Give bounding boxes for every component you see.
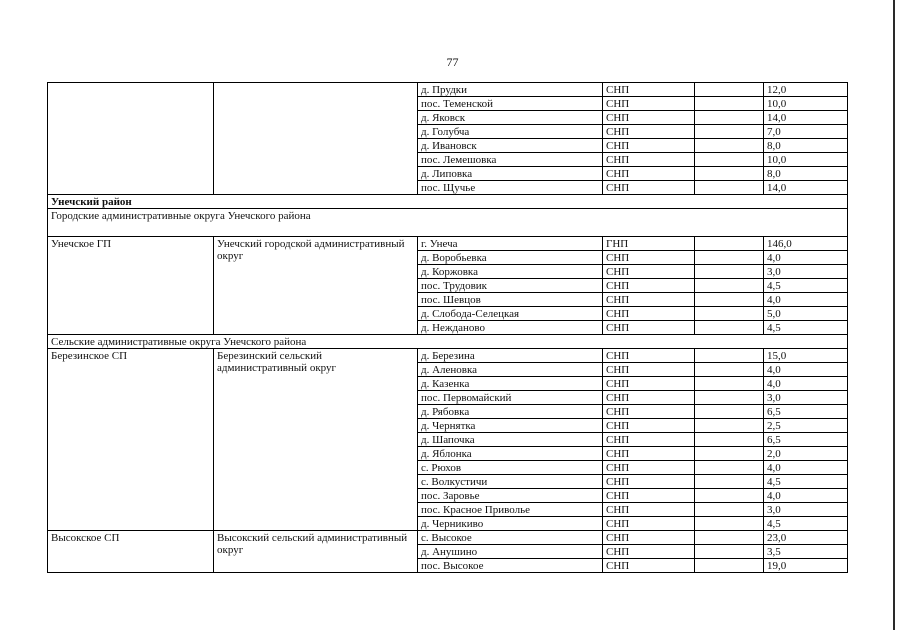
value-cell: 8,0	[764, 167, 848, 181]
value-cell: 146,0	[764, 237, 848, 251]
settlement-type-cell: СНП	[603, 251, 695, 265]
settlement-name-cell: д. Прудки	[418, 83, 603, 97]
settlement-name-cell: с. Рюхов	[418, 461, 603, 475]
value-cell: 4,0	[764, 461, 848, 475]
settlement-type-cell: СНП	[603, 419, 695, 433]
value-cell: 3,0	[764, 503, 848, 517]
empty-cell	[695, 447, 764, 461]
value-cell: 6,5	[764, 433, 848, 447]
settlement-name-cell: д. Ивановск	[418, 139, 603, 153]
table-row	[48, 531, 848, 545]
settlement-name-cell: г. Унеча	[418, 237, 603, 251]
settlement-type-cell: СНП	[603, 475, 695, 489]
settlement-type-cell: СНП	[603, 391, 695, 405]
section-heading: Городские административные округа Унечского района	[48, 209, 848, 237]
settlement-name-cell: д. Воробьевка	[418, 251, 603, 265]
empty-cell	[695, 153, 764, 167]
empty-cell	[695, 475, 764, 489]
settlement-name-cell: д. Липовка	[418, 167, 603, 181]
value-cell: 3,0	[764, 265, 848, 279]
empty-cell	[695, 251, 764, 265]
empty-cell	[695, 559, 764, 573]
value-cell: 4,0	[764, 377, 848, 391]
settlement-name-cell: пос. Теменской	[418, 97, 603, 111]
value-cell: 6,5	[764, 405, 848, 419]
settlement-type-cell: СНП	[603, 307, 695, 321]
okrug-cell: Высокский сельский административный округ	[214, 531, 418, 573]
settlement-name-cell: д. Шапочка	[418, 433, 603, 447]
settlement-type-cell: СНП	[603, 181, 695, 195]
value-cell: 4,0	[764, 489, 848, 503]
empty-cell	[695, 503, 764, 517]
settlement-type-cell: СНП	[603, 461, 695, 475]
empty-cell	[695, 349, 764, 363]
value-cell: 4,5	[764, 321, 848, 335]
section-heading: Сельские административные округа Унечского района	[48, 335, 848, 349]
empty-cell	[695, 419, 764, 433]
value-cell: 4,0	[764, 251, 848, 265]
value-cell: 14,0	[764, 181, 848, 195]
empty-cell	[695, 531, 764, 545]
value-cell: 4,5	[764, 517, 848, 531]
settlement-name-cell: д. Березина	[418, 349, 603, 363]
empty-cell	[695, 125, 764, 139]
settlement-type-cell: СНП	[603, 293, 695, 307]
value-cell: 4,0	[764, 363, 848, 377]
value-cell: 19,0	[764, 559, 848, 573]
table-row	[48, 83, 848, 97]
settlement-type-cell: СНП	[603, 279, 695, 293]
settlement-type-cell: СНП	[603, 349, 695, 363]
settlement-name-cell: пос. Лемешовка	[418, 153, 603, 167]
section-row	[48, 209, 848, 237]
settlement-type-cell: СНП	[603, 433, 695, 447]
settlement-type-cell: СНП	[603, 545, 695, 559]
settlement-name-cell: д. Слобода-Селецкая	[418, 307, 603, 321]
settlement-type-cell: СНП	[603, 321, 695, 335]
empty-cell	[695, 167, 764, 181]
settlement-name-cell: пос. Высокое	[418, 559, 603, 573]
section-row	[48, 335, 848, 349]
settlement-type-cell: ГНП	[603, 237, 695, 251]
empty-cell	[695, 279, 764, 293]
empty-cell	[695, 97, 764, 111]
okrug-cell: Унечский городской административный округ	[214, 237, 418, 335]
value-cell: 4,0	[764, 293, 848, 307]
settlement-type-cell: СНП	[603, 363, 695, 377]
empty-cell	[695, 545, 764, 559]
settlement-name-cell: д. Черникиво	[418, 517, 603, 531]
settlement-type-cell: СНП	[603, 531, 695, 545]
settlement-name-cell: д. Рябовка	[418, 405, 603, 419]
value-cell: 23,0	[764, 531, 848, 545]
settlement-name-cell: д. Голубча	[418, 125, 603, 139]
settlement-name-cell: д. Яблонка	[418, 447, 603, 461]
settlement-name-cell: д. Яковск	[418, 111, 603, 125]
settlement-name-cell: д. Казенка	[418, 377, 603, 391]
value-cell: 12,0	[764, 83, 848, 97]
settlement-type-cell: СНП	[603, 503, 695, 517]
table-row	[48, 349, 848, 363]
empty-cell	[695, 517, 764, 531]
empty-cell	[695, 489, 764, 503]
scan-edge-line	[893, 0, 895, 630]
settlement-name-cell: д. Анушино	[418, 545, 603, 559]
settlement-type-cell: СНП	[603, 517, 695, 531]
empty-cell	[695, 391, 764, 405]
settlement-type-cell: СНП	[603, 97, 695, 111]
page-number: 77	[446, 55, 459, 69]
empty-cell	[695, 237, 764, 251]
okrug-cell: Березинский сельский административный округ	[214, 349, 418, 531]
empty-cell	[695, 307, 764, 321]
settlement-type-cell: СНП	[603, 447, 695, 461]
settlement-type-cell: СНП	[603, 167, 695, 181]
settlement-name-cell: пос. Первомайский	[418, 391, 603, 405]
value-cell: 3,5	[764, 545, 848, 559]
settlement-type-cell: СНП	[603, 559, 695, 573]
value-cell: 7,0	[764, 125, 848, 139]
empty-cell	[695, 377, 764, 391]
settlement-type-cell: СНП	[603, 139, 695, 153]
settlement-name-cell: пос. Шевцов	[418, 293, 603, 307]
municipality-cell: Высокское СП	[48, 531, 214, 573]
settlement-name-cell: с. Высокое	[418, 531, 603, 545]
value-cell: 10,0	[764, 97, 848, 111]
value-cell: 3,0	[764, 391, 848, 405]
value-cell: 4,5	[764, 279, 848, 293]
empty-cell	[695, 265, 764, 279]
municipality-cell: Унечское ГП	[48, 237, 214, 335]
district-row	[48, 195, 848, 209]
settlement-name-cell: д. Нежданово	[418, 321, 603, 335]
value-cell: 2,0	[764, 447, 848, 461]
empty-cell	[695, 83, 764, 97]
settlement-name-cell: пос. Красное Приволье	[418, 503, 603, 517]
empty-cell	[695, 433, 764, 447]
settlement-name-cell: д. Чернятка	[418, 419, 603, 433]
settlement-type-cell: СНП	[603, 265, 695, 279]
empty-cell	[695, 321, 764, 335]
empty-cell	[695, 363, 764, 377]
settlement-name-cell: д. Аленовка	[418, 363, 603, 377]
settlement-type-cell: СНП	[603, 405, 695, 419]
settlement-type-cell: СНП	[603, 153, 695, 167]
settlement-name-cell: с. Волкустичи	[418, 475, 603, 489]
settlement-name-cell: пос. Трудовик	[418, 279, 603, 293]
municipality-cell	[48, 83, 214, 195]
empty-cell	[695, 405, 764, 419]
value-cell: 2,5	[764, 419, 848, 433]
settlements-table	[47, 82, 848, 573]
empty-cell	[695, 111, 764, 125]
empty-cell	[695, 293, 764, 307]
empty-cell	[695, 181, 764, 195]
value-cell: 15,0	[764, 349, 848, 363]
settlement-type-cell: СНП	[603, 125, 695, 139]
settlement-name-cell: пос. Щучье	[418, 181, 603, 195]
value-cell: 5,0	[764, 307, 848, 321]
value-cell: 8,0	[764, 139, 848, 153]
settlement-type-cell: СНП	[603, 377, 695, 391]
empty-cell	[695, 461, 764, 475]
settlement-name-cell: пос. Заровье	[418, 489, 603, 503]
okrug-cell	[214, 83, 418, 195]
table-row	[48, 237, 848, 251]
settlement-type-cell: СНП	[603, 83, 695, 97]
empty-cell	[695, 139, 764, 153]
municipality-cell: Березинское СП	[48, 349, 214, 531]
value-cell: 10,0	[764, 153, 848, 167]
settlement-type-cell: СНП	[603, 111, 695, 125]
value-cell: 14,0	[764, 111, 848, 125]
district-heading: Унечский район	[48, 195, 848, 209]
settlement-type-cell: СНП	[603, 489, 695, 503]
value-cell: 4,5	[764, 475, 848, 489]
settlement-name-cell: д. Коржовка	[418, 265, 603, 279]
